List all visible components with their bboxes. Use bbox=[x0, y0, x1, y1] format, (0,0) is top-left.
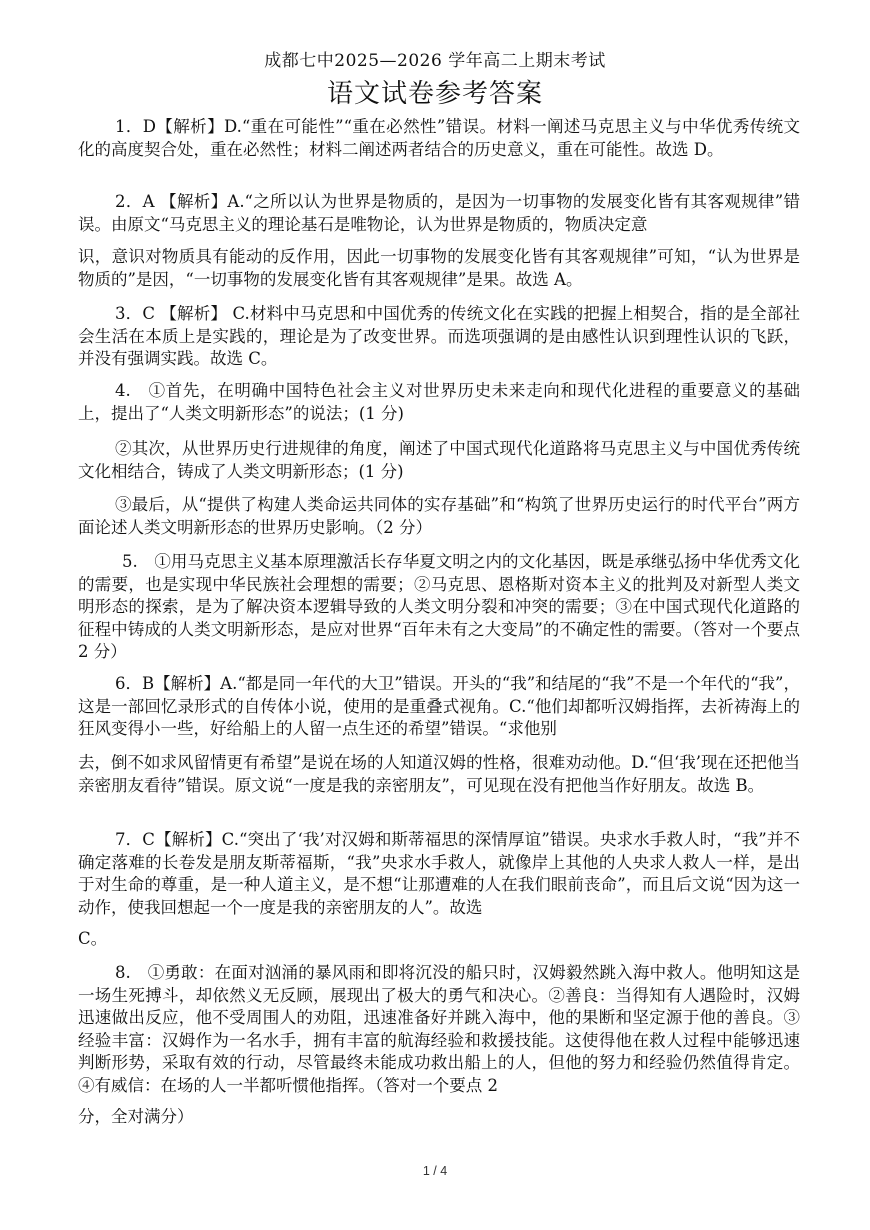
answer-8-tail: 分，全对满分） bbox=[78, 1107, 194, 1126]
answer-6-part-1: 6．B【解析】A.“都是同一年代的大卫”错误。开头的“我”和结尾的“我”不是一个年代的“我”，这是一部回忆录形式的自传体小说，使用的是重叠式视角。C.“他们却都听汉姆指挥，去祈祷海上的狂风变得小一些，好给船上的人留一点生还的希望”错误。“求他别 bbox=[78, 674, 800, 738]
page-number: 1 / 4 bbox=[422, 1164, 448, 1178]
answer-7-tail: C。 bbox=[78, 929, 108, 948]
answer-5: 5. ①用马克思主义基本原理激活长存华夏文明之内的文化基因，既是承继弘扬中华优秀文化的需要，也是实现中华民族社会理想的需要；②马克思、恩格斯对资本主义的批判及对新型人类文明形态的探索，是为了解决资本逻辑导致的人类文明分裂和冲突的需要；③在中国式现代化道路的征程中铸成的人类文明新形态，是应对世界“百年未有之大变局”的不确定性的需要。（答对一个要点 2 分） bbox=[78, 552, 800, 661]
answer-7: 7．C【解析】C.“突出了‘我’对汉姆和斯蒂福思的深情厚谊”错误。央求水手救人时，“我”并不确定落难的长卷发是朋友斯蒂福斯，“我”央求水手救人，就像岸上其他的人央求人救人一样，是出于对生命的尊重，是一种人道主义，是不想“让那遭难的人在我们眼前丧命”，而且后文说“因为这一动作，使我回想起一个一度是我的亲密朋友的人”。故选 bbox=[78, 830, 800, 917]
answer-3: 3．C 【解析】 C.材料中马克思和中国优秀的传统文化在实践的把握上相契合，指的是全部社会生活在本质上是实践的，理论是为了改变世界。而选项强调的是由感性认识到理性认识的飞跃，并没有强调实践。故选 C。 bbox=[78, 304, 800, 368]
answer-2-part-1: 2．A 【解析】A.“之所以认为世界是物质的，是因为一切事物的发展变化皆有其客观规律”错误。由原文“马克思主义的理论基石是唯物论，认为世界是物质的，物质决定意 bbox=[78, 192, 800, 234]
answer-1: 1．D【解析】D.“重在可能性”“重在必然性”错误。材料一阐述马克思主义与中华优秀传统文化的高度契合处，重在必然性；材料二阐述两者结合的历史意义，重在可能性。故选 D。 bbox=[78, 117, 800, 159]
answer-8: 8. ①勇敢：在面对汹涌的暴风雨和即将沉没的船只时，汉姆毅然跳入海中救人。他明知这是一场生死搏斗，却依然义无反顾，展现出了极大的勇气和决心。②善良：当得知有人遇险时，汉姆迅速做出反应，他不受周围人的劝阻，迅速准备好并跳入海中，他的果断和坚定源于他的善良。③经验丰富：汉姆作为一名水手，拥有丰富的航海经验和救援技能。这使得他在救人过程中能够迅速判断形势，采取有效的行动，尽管最终未能成功救出船上的人，但他的努力和经验仍然值得肯定。④有威信：在场的人一半都听惯他指挥。（答对一个要点 2 bbox=[78, 963, 800, 1095]
answer-4-point-2: ②其次，从世界历史行进规律的角度，阐述了中国式现代化道路将马克思主义与中国优秀传统文化相结合，铸成了人类文明新形态；(1 分) bbox=[78, 439, 800, 481]
answer-4-point-3: ③最后，从“提供了构建人类命运共同体的实存基础”和“构筑了世界历史运行的时代平台”两方面论述人类文明新形态的世界历史影响。（2 分） bbox=[78, 495, 800, 537]
exam-header-line: 成都七中2025—2026 学年高二上期末考试 bbox=[264, 51, 606, 71]
document-title: 语文试卷参考答案 bbox=[326, 79, 543, 109]
answer-4-point-1: 4. ①首先，在明确中国特色社会主义对世界历史未来走向和现代化进程的重要意义的基础上，提出了“人类文明新形态”的说法；(1 分) bbox=[78, 381, 800, 423]
answer-6-part-2: 去，倒不如求风留情更有希望”是说在场的人知道汉姆的性格，很难劝动他。D.“但‘我’现在还把他当亲密朋友看待”错误。原文说“一度是我的亲密朋友”，可见现在没有把他当作好朋友。故选 B。 bbox=[78, 753, 800, 795]
answer-2-part-2: 识，意识对物质具有能动的反作用，因此一切事物的发展变化皆有其客观规律”可知，“认为世界是物质的”是因，“一切事物的发展变化皆有其客观规律”是果。故选 A。 bbox=[78, 247, 800, 289]
